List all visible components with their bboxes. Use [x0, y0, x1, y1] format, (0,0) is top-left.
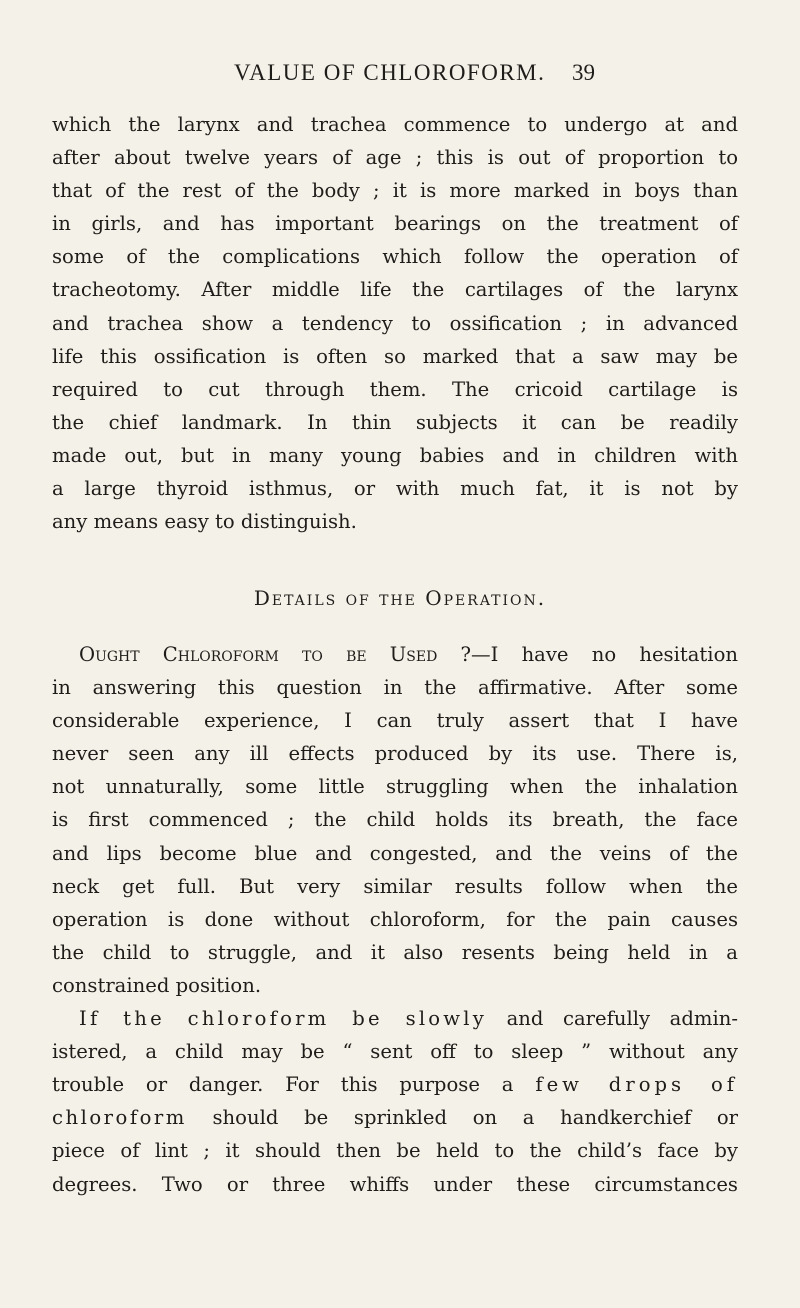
- text-line: required to cut through them. The cricoid cartilage is: [52, 377, 738, 401]
- spaced-text: few drops of: [535, 1073, 738, 1097]
- text-line: degrees. Two or three whiffs under these circumstances: [52, 1172, 738, 1196]
- text-line: which the larynx and trachea commence to undergo at and: [52, 113, 738, 136]
- paragraph-larynx: [52, 108, 738, 538]
- section-heading: Details of the Operation.: [253, 586, 547, 610]
- text-span: trouble or danger. For this purpose a: [52, 1073, 536, 1097]
- text-line: tracheotomy. After middle life the cartilages of the larynx: [52, 278, 738, 302]
- text-line: neck get full. But very similar results follow when the: [52, 874, 738, 898]
- text-line: never seen any ill effects produced by its use. There is,: [52, 742, 738, 766]
- text-line: in girls, and has important bearings on the treatment of: [52, 212, 738, 236]
- text-line: operation is done without chloroform, for the pain causes: [52, 907, 738, 931]
- text-line: and trachea show a tendency to ossification ; in advanced: [52, 311, 738, 335]
- text-line: the child to struggle, and it also resents being held in a: [52, 940, 738, 964]
- text-line: considerable experience, I can truly assert that I have: [52, 709, 738, 733]
- text-line: is first commenced ; the child holds its breath, the face: [52, 808, 738, 832]
- page-number: 39: [572, 60, 595, 85]
- text-line: constrained position.: [52, 973, 262, 997]
- running-head: [0, 60, 800, 90]
- lead-rest: ?—I have no hesitation: [437, 643, 738, 666]
- running-title: VALUE OF CHLOROFORM.: [234, 60, 546, 85]
- spaced-text: If the chloroform be slowly: [79, 1007, 487, 1031]
- text-line: any means easy to distinguish.: [52, 510, 357, 534]
- text-line: [52, 1101, 738, 1134]
- text-line: and lips become blue and congested, and the veins of the: [52, 841, 738, 865]
- text-line: made out, but in many young babies and in children with: [52, 443, 738, 467]
- text-line: in answering this question in the affirmative. After some: [52, 676, 738, 700]
- text-line: a large thyroid isthmus, or with much fat, it is not by: [52, 477, 738, 501]
- text-line: not unnaturally, some little struggling when the inhalation: [52, 775, 738, 799]
- paragraph-chloroform: [52, 638, 738, 1201]
- text-line: the chief landmark. In thin subjects it can be readily: [52, 410, 738, 434]
- spaced-text: chloroform: [52, 1106, 187, 1130]
- text-line: piece of lint ; it should then be held to the child’s face by: [52, 1139, 738, 1163]
- text-line: some of the complications which follow the operation of: [52, 245, 738, 269]
- text-line-lead: [52, 638, 738, 671]
- text-line: that of the rest of the body ; it is more marked in boys than: [52, 179, 738, 203]
- text-line: istered, a child may be “ sent off to sleep ” without any: [52, 1040, 738, 1064]
- lead-question: Ought Chloroform to be Used: [79, 643, 438, 666]
- text-line: [52, 1002, 738, 1035]
- text-span: should be sprinkled on a handkerchief or: [186, 1106, 738, 1130]
- text-line: [52, 1068, 738, 1101]
- text-line: life this ossification is often so marked that a saw may be: [52, 344, 738, 368]
- text-span: and carefully admin-: [487, 1007, 738, 1031]
- text-line: after about twelve years of age ; this is out of proportion to: [52, 146, 738, 170]
